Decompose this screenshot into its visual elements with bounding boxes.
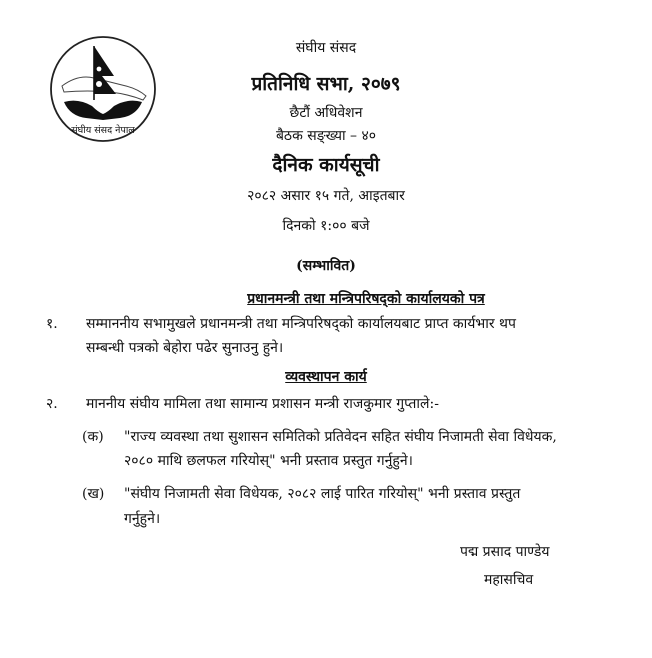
item2a-line2: २०८० माथि छलफल गरियोस्" भनी प्रस्ताव प्रस्तुत गर्नुहुने। <box>124 453 413 469</box>
item1-number: १. <box>46 316 58 332</box>
house-of-representatives-title: प्रतिनिधि सभा, २०७९ <box>251 73 401 95</box>
meeting-number: बैठक सङ्ख्या – ४० <box>275 128 377 144</box>
date-line: २०८२ असार १५ गते, आइतबार <box>247 188 405 204</box>
signatory-name: पद्म प्रसाद पाण्डेय <box>460 544 550 560</box>
item1-line1: सम्माननीय सभामुखले प्रधानमन्त्री तथा मन्त्रिपरिषद्को कार्यालयबाट प्राप्त कार्यभार थप <box>86 316 516 332</box>
section1-heading: प्रधानमन्त्री तथा मन्त्रिपरिषद्को कार्यालयको पत्र <box>247 291 485 307</box>
item2b-line2: गर्नुहुने। <box>124 511 161 527</box>
item2a-line1: "राज्य व्यवस्था तथा सुशासन समितिको प्रतिवेदन सहित संघीय निजामती सेवा विधेयक, <box>124 429 557 445</box>
time-line: दिनको १:०० बजे <box>282 218 370 234</box>
item2b-line1: "संघीय निजामती सेवा विधेयक, २०८२ लाई पारित गरियोस्" भनी प्रस्ताव प्रस्तुत <box>124 486 521 502</box>
page-title: दैनिक कार्यसूची <box>272 154 380 176</box>
session-line: छैटौं अधिवेशन <box>289 105 363 121</box>
signatory-title: महासचिव <box>484 572 534 588</box>
section2-heading: व्यवस्थापन कार्य <box>285 369 367 385</box>
item1-line2: सम्बन्धी पत्रको बेहोरा पढेर सुनाउनु हुने। <box>86 340 284 356</box>
item2-number: २. <box>46 396 58 412</box>
item2b-label: (ख) <box>82 486 105 502</box>
logo-text: संघीय संसद नेपाल <box>71 125 135 136</box>
item2-intro: माननीय संघीय मामिला तथा सामान्य प्रशासन मन्त्री राजकुमार गुप्ताले:- <box>86 396 439 412</box>
tentative-label: (सम्भावित) <box>296 258 356 274</box>
federal-parliament-line: संघीय संसद <box>295 40 357 56</box>
item2a-label: (क) <box>82 429 104 445</box>
